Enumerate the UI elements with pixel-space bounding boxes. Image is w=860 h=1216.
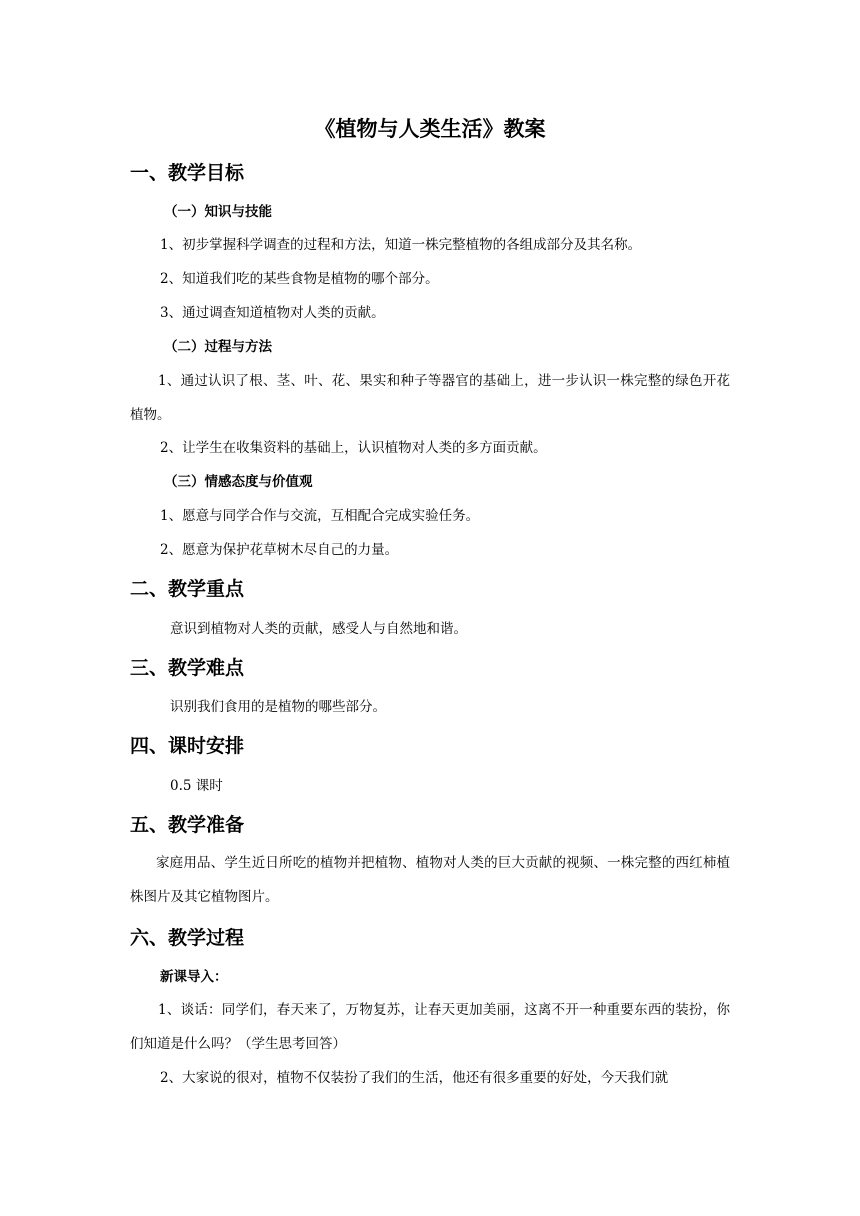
paragraph-process-2: 2、大家说的很对，植物不仅装扮了我们的生活，他还有很多重要的好处，今天我们就 <box>160 1070 669 1086</box>
paragraph-preparation: 家庭用品、学生近日所吃的植物并把植物、植物对人类的巨大贡献的视频、一株完整的西红柿植株图片及其它植物图片。 <box>130 855 730 905</box>
section-heading-difficulties: 三、教学难点 <box>130 657 245 679</box>
subheading-attitude-values: （三）情感态度与价值观 <box>164 474 313 490</box>
paragraph-goal-2-1: 1、通过认识了根、茎、叶、花、果实和种子等器官的基础上，进一步认识一株完整的绿色开花植物。 <box>130 373 730 423</box>
paragraph-process-1: 1、谈话：同学们，春天来了，万物复苏，让春天更加美丽，这离不开一种重要东西的装扮，你们知道是什么吗？（学生思考回答） <box>130 1002 730 1052</box>
paragraph-goal-3-1: 1、愿意与同学合作与交流，互相配合完成实验任务。 <box>160 508 480 524</box>
paragraph-goal-1-2: 2、知道我们吃的某些食物是植物的哪个部分。 <box>160 271 439 287</box>
section-heading-schedule: 四、课时安排 <box>130 735 245 757</box>
section-heading-process: 六、教学过程 <box>130 927 245 949</box>
paragraph-key-points: 意识到植物对人类的贡献，感受人与自然地和谐。 <box>170 621 467 637</box>
section-heading-preparation: 五、教学准备 <box>130 814 245 836</box>
paragraph-goal-1-1: 1、初步掌握科学调查的过程和方法，知道一株完整植物的各组成部分及其名称。 <box>160 237 642 253</box>
subheading-intro: 新课导入： <box>160 969 228 985</box>
paragraph-goal-1-3: 3、通过调查知道植物对人类的贡献。 <box>160 305 385 321</box>
section-heading-goals: 一、教学目标 <box>130 162 245 184</box>
subheading-knowledge-skills: （一）知识与技能 <box>164 204 272 220</box>
paragraph-schedule: 0.5 课时 <box>170 778 223 794</box>
paragraph-goal-2-2: 2、让学生在收集资料的基础上，认识植物对人类的多方面贡献。 <box>160 440 547 456</box>
document-title: 《植物与人类生活》教案 <box>314 117 546 141</box>
subheading-process-methods: （二）过程与方法 <box>164 339 272 355</box>
paragraph-difficulties: 识别我们食用的是植物的哪些部分。 <box>170 699 386 715</box>
paragraph-goal-3-2: 2、愿意为保护花草树木尽自己的力量。 <box>160 542 399 558</box>
section-heading-key-points: 二、教学重点 <box>130 578 245 600</box>
